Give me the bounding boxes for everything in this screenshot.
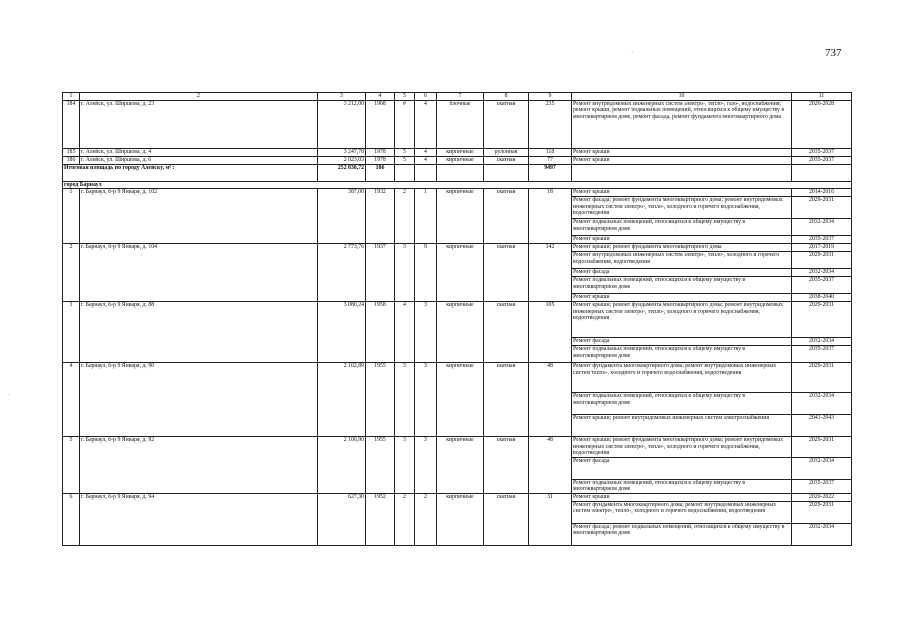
total-label: Итоговая площадь по городу Алейску, м² : <box>63 165 318 182</box>
work-description: Ремонт внутридомовых инженерных систем электро-, тепло-, газо-, водоснабжения; ремонт крыши, ремонт подвальных помещений, относящихся к общему имуществу в многоквартирном доме, ремонт фасада, ремонт фундамента многоквартирного дома <box>572 101 792 149</box>
total-row <box>63 165 852 182</box>
building-number: 5 <box>63 437 80 493</box>
work-period: 2029-2031 <box>792 437 852 457</box>
building-area: 2 023,03 <box>318 157 366 165</box>
column-number: 10 <box>572 93 792 101</box>
column-number: 6 <box>415 93 437 101</box>
page-number: 737 <box>825 47 842 59</box>
roof-type: скатная <box>484 101 529 149</box>
work-period: 2020-2022 <box>792 493 852 501</box>
building-address: г. Барнаул, б-р 9 Января, д. 102 <box>80 189 318 244</box>
work-period: 2035-2037 <box>792 157 852 165</box>
wall-material: кирпичные <box>437 493 484 545</box>
wall-material: кирпичные <box>437 363 484 437</box>
table-row <box>63 493 852 501</box>
work-description: Ремонт крыши; ремонт фундамента многоквартирного дома; ремонт внутридомовых инженерных систем электро-, тепло-, холодного и горячего водоснабжения, водоотведения <box>572 302 792 338</box>
work-period: 2035-2037 <box>792 236 852 244</box>
work-description: Ремонт крыши <box>572 189 792 197</box>
entrance-count: 1 <box>415 189 437 244</box>
building-address: г. Барнаул, б-р 9 Января, д. 94 <box>80 493 318 545</box>
table-row <box>63 149 852 157</box>
build-year: 1952 <box>366 493 395 545</box>
floor-count: # <box>395 101 415 149</box>
work-description: Ремонт крыши <box>572 294 792 302</box>
work-description: Ремонт крыши <box>572 149 792 157</box>
building-number: 186 <box>63 157 80 165</box>
work-period: 2026-2028 <box>792 101 852 149</box>
building-area: 3 247,78 <box>318 149 366 157</box>
empty-cell <box>484 165 529 182</box>
empty-cell <box>395 165 415 182</box>
wall-material: блочные <box>437 101 484 149</box>
work-description: Ремонт крыши; ремонт фундамента многоквартирного дома; ремонт внутридомовых инженерных систем электро-, тепло-, холодного и горячего водоснабжения, водоотведения <box>572 437 792 457</box>
table-row <box>63 302 852 338</box>
building-address: г. Барнаул, б-р 9 Января, д. 88 <box>80 302 318 363</box>
work-period: 2032-2034 <box>792 523 852 545</box>
work-description: Ремонт крыши; ремонт фундамента многоквартирного дома <box>572 244 792 252</box>
building-address: г. Барнаул, б-р 9 Января, д. 92 <box>80 437 318 493</box>
entrance-count: 3 <box>415 302 437 363</box>
work-description: Ремонт фасада <box>572 338 792 346</box>
work-description: Ремонт внутридомовых инженерных систем электро-, тепло-, холодного и горячего водоснабжения, водоотведения <box>572 252 792 269</box>
total-residents: 9497 <box>529 165 572 182</box>
resident-count: 118 <box>529 149 572 157</box>
roof-type: скатная <box>484 363 529 437</box>
column-number: 7 <box>437 93 484 101</box>
work-period: 2041-2043 <box>792 415 852 437</box>
column-number: 3 <box>318 93 366 101</box>
build-year: 1978 <box>366 157 395 165</box>
resident-count: 18 <box>529 189 572 244</box>
work-description: Ремонт подвальных помещений, относящихся к общему имуществу в многоквартирном доме <box>572 219 792 236</box>
resident-count: 142 <box>529 244 572 302</box>
table-body <box>63 93 852 546</box>
build-year: 1958 <box>366 302 395 363</box>
entrance-count: 3 <box>415 363 437 437</box>
column-number-row <box>63 93 852 101</box>
build-year: 1932 <box>366 189 395 244</box>
total-count: 186 <box>366 165 395 182</box>
housing-register-table <box>62 92 852 546</box>
work-description: Ремонт крыши <box>572 157 792 165</box>
work-period: 2035-2037 <box>792 277 852 294</box>
entrance-count: 3 <box>415 437 437 493</box>
work-period: 2032-2034 <box>792 338 852 346</box>
roof-type: скатная <box>484 302 529 363</box>
build-year: 1968 <box>366 101 395 149</box>
work-description: Ремонт подвальных помещений, относящихся к общему имуществу в многоквартирном доме <box>572 346 792 363</box>
work-description: Ремонт крыши; ремонт внутридомовых инженерных систем электроснабжения <box>572 415 792 437</box>
work-period: 2032-2034 <box>792 457 852 479</box>
building-address: г. Барнаул, б-р 9 Января, д. 104 <box>80 244 318 302</box>
building-address: г. Алейск, ул. Ширшова, д. 23 <box>80 101 318 149</box>
table-row <box>63 157 852 165</box>
build-year: 1955 <box>366 437 395 493</box>
building-area: 2 102,89 <box>318 363 366 437</box>
building-area: 387,00 <box>318 189 366 244</box>
section-row <box>63 182 852 189</box>
empty-cell <box>415 165 437 182</box>
building-area: 627,30 <box>318 493 366 545</box>
scan-mark: ˈ <box>7 393 10 401</box>
work-period: 2035-2037 <box>792 479 852 493</box>
wall-material: кирпичные <box>437 189 484 244</box>
roof-type: скатная <box>484 493 529 545</box>
work-period: 2029-2031 <box>792 252 852 269</box>
build-year: 1978 <box>366 149 395 157</box>
building-address: г. Барнаул, б-р 9 Января, д. 90 <box>80 363 318 437</box>
work-period: 2035-2037 <box>792 149 852 157</box>
resident-count: 31 <box>529 493 572 545</box>
table-row <box>63 189 852 197</box>
resident-count: 235 <box>529 101 572 149</box>
column-number: 11 <box>792 93 852 101</box>
build-year: 1955 <box>366 363 395 437</box>
resident-count: 48 <box>529 363 572 437</box>
work-description: Ремонт подвальных помещений, относящихся к общему имуществу в многоквартирном доме <box>572 277 792 294</box>
scan-dot: · <box>631 48 634 56</box>
work-period: 2029-2031 <box>792 501 852 523</box>
floor-count: 2 <box>395 493 415 545</box>
work-description: Ремонт подвальных помещений, относящихся к общему имуществу в многоквартирном доме <box>572 479 792 493</box>
entrance-count: 4 <box>415 149 437 157</box>
building-area: 3 212,00 <box>318 101 366 149</box>
wall-material: кирпичные <box>437 157 484 165</box>
entrance-count: 2 <box>415 493 437 545</box>
work-period: 2035-2037 <box>792 346 852 363</box>
work-description: Ремонт фасада; ремонт подвальных помещений, относящихся к общему имуществу в многоквартирном доме <box>572 523 792 545</box>
work-period: 2029-2031 <box>792 363 852 393</box>
work-period: 2014-2016 <box>792 189 852 197</box>
building-number: 4 <box>63 363 80 437</box>
work-period: 2032-2034 <box>792 219 852 236</box>
column-number: 4 <box>366 93 395 101</box>
section-title: город Барнаул <box>63 182 852 189</box>
building-number: 184 <box>63 101 80 149</box>
building-area: 2 106,90 <box>318 437 366 493</box>
empty-cell <box>437 165 484 182</box>
resident-count: 77 <box>529 157 572 165</box>
floor-count: 3 <box>395 363 415 437</box>
work-description: Ремонт фундамента многоквартирного дома; ремонт внутридомовых инженерных систем электро-, тепло-, холодного и горячего водоснабжения, водоотведения <box>572 501 792 523</box>
wall-material: кирпичные <box>437 437 484 493</box>
column-number: 2 <box>80 93 318 101</box>
wall-material: кирпичные <box>437 149 484 157</box>
column-number: 5 <box>395 93 415 101</box>
roof-type: скатная <box>484 437 529 493</box>
work-period: 2017-2019 <box>792 244 852 252</box>
wall-material: кирпичные <box>437 244 484 302</box>
building-area: 2 773,76 <box>318 244 366 302</box>
work-period: 2029-2031 <box>792 197 852 219</box>
work-description: Ремонт крыши <box>572 236 792 244</box>
column-number: 8 <box>484 93 529 101</box>
building-number: 2 <box>63 244 80 302</box>
table-row <box>63 244 852 252</box>
floor-count: 3 <box>395 244 415 302</box>
work-period: 2029-2031 <box>792 302 852 338</box>
entrance-count: 4 <box>415 157 437 165</box>
floor-count: 3 <box>395 437 415 493</box>
building-address: г. Алейск, ул. Ширшова, д. 4 <box>80 149 318 157</box>
work-description: Ремонт фасада; ремонт фундамента многоквартирного дома; ремонт внутридомовых инженерных систем электро-, тепло-, холодного и горячего водоснабжения, водоотведения <box>572 197 792 219</box>
floor-count: 5 <box>395 149 415 157</box>
building-number: 6 <box>63 493 80 545</box>
building-address: г. Алейск, ул. Ширшова, д. 6 <box>80 157 318 165</box>
roof-type: скатная <box>484 157 529 165</box>
table-row <box>63 363 852 393</box>
resident-count: 48 <box>529 437 572 493</box>
work-period: 2038-2040 <box>792 294 852 302</box>
resident-count: 105 <box>529 302 572 363</box>
roof-type: скатная <box>484 244 529 302</box>
work-description: Ремонт фундамента многоквартирного дома; ремонт внутридомовых инженерных систем тепло-, холодного и горячего водоснабжения, водоотведения <box>572 363 792 393</box>
floor-count: 5 <box>395 157 415 165</box>
floor-count: 4 <box>395 302 415 363</box>
building-number: 3 <box>63 302 80 363</box>
table-row <box>63 437 852 457</box>
empty-cell <box>792 165 852 182</box>
column-number: 1 <box>63 93 80 101</box>
empty-cell <box>572 165 792 182</box>
work-description: Ремонт подвальных помещений, относящихся к общему имуществу в многоквартирном доме <box>572 393 792 415</box>
work-description: Ремонт крыши <box>572 493 792 501</box>
wall-material: кирпичные <box>437 302 484 363</box>
building-number: 1 <box>63 189 80 244</box>
work-period: 2032-2034 <box>792 393 852 415</box>
work-description: Ремонт фасада <box>572 269 792 277</box>
total-area: 252 838,72 <box>318 165 366 182</box>
work-period: 2032-2034 <box>792 269 852 277</box>
building-area: 3 080,24 <box>318 302 366 363</box>
floor-count: 2 <box>395 189 415 244</box>
build-year: 1937 <box>366 244 395 302</box>
work-description: Ремонт фасада <box>572 457 792 479</box>
roof-type: скатная <box>484 189 529 244</box>
entrance-count: 9 <box>415 244 437 302</box>
table-row <box>63 101 852 149</box>
column-number: 9 <box>529 93 572 101</box>
entrance-count: 4 <box>415 101 437 149</box>
building-number: 185 <box>63 149 80 157</box>
roof-type: рулонная <box>484 149 529 157</box>
